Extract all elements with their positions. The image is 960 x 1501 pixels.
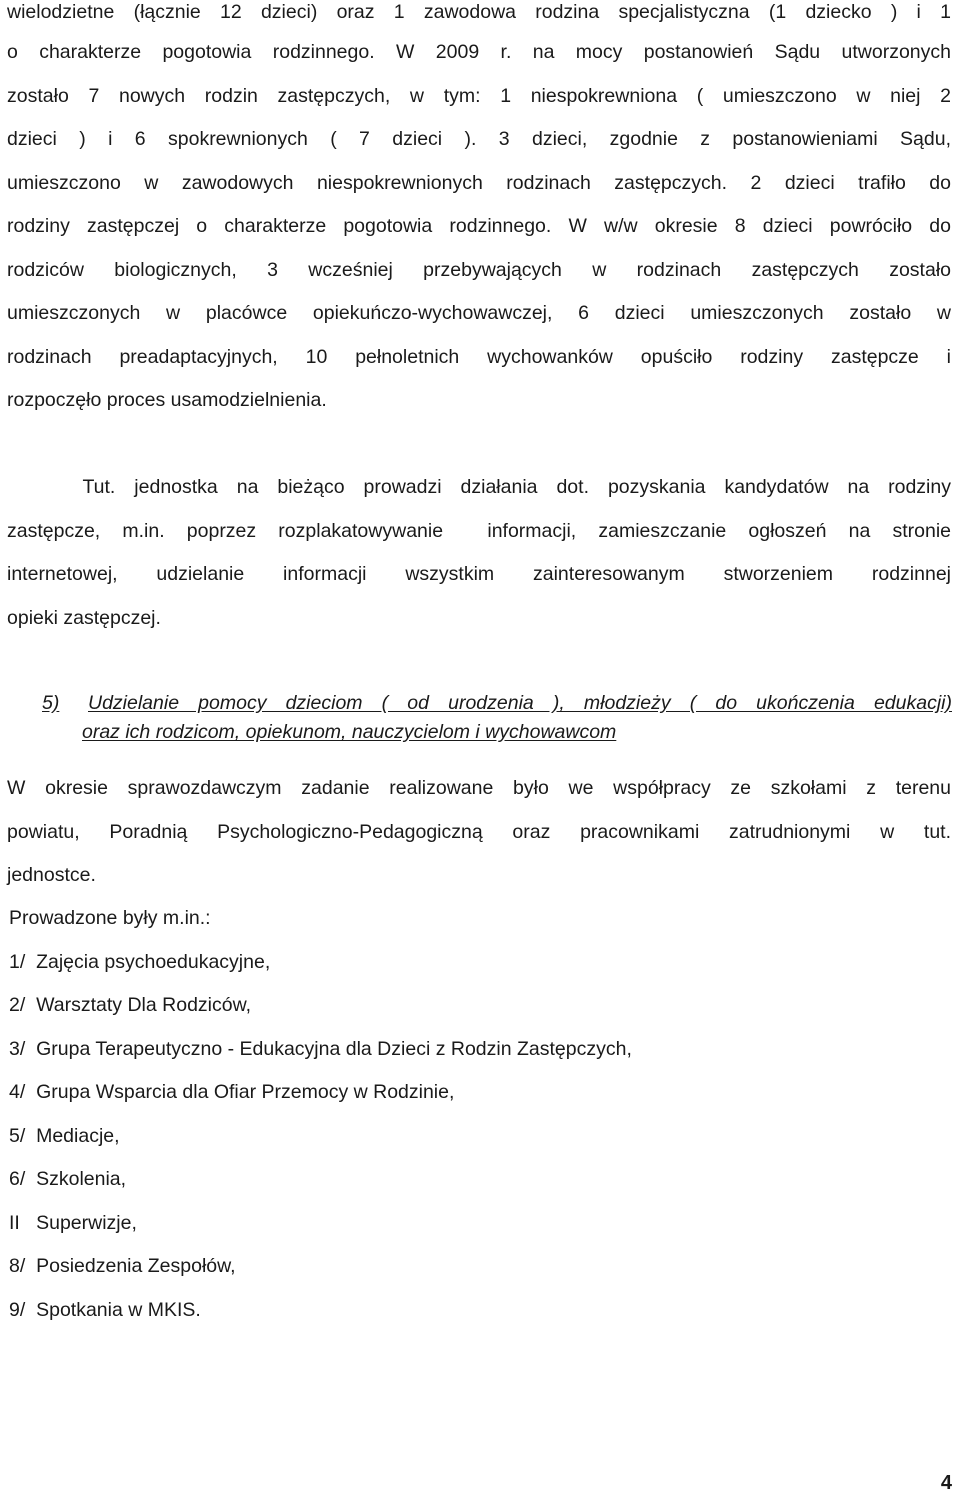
paragraph-line: o charakterze pogotowia rodzinnego. W 2009 r. na mocy postanowień Sądu utworzonych — [7, 41, 951, 63]
list-item: 3/ Grupa Terapeutyczno - Edukacyjna dla Dzieci z Rodzin Zastępczych, — [9, 1038, 632, 1060]
paragraph-line: rodziców biologicznych, 3 wcześniej przebywających w rodzinach zastępczych zostało — [7, 259, 951, 281]
paragraph-line: zostało 7 nowych rodzin zastępczych, w tym: 1 niespokrewniona ( umieszczono w niej 2 — [7, 85, 951, 107]
list-item: 4/ Grupa Wsparcia dla Ofiar Przemocy w Rodzinie, — [9, 1081, 455, 1103]
list-item: 8/ Posiedzenia Zespołów, — [9, 1255, 236, 1277]
paragraph-line: rodziny zastępczej o charakterze pogotowia rodzinnego. W w/w okresie 8 dzieci powróciło do — [7, 215, 951, 237]
paragraph-line: Tut. jednostka na bieżąco prowadzi działania dot. pozyskania kandydatów na rodziny — [7, 476, 951, 498]
paragraph-line: W okresie sprawozdawczym zadanie realizowane było we współpracy ze szkołami z terenu — [7, 777, 951, 799]
section-number: 5) — [42, 692, 60, 714]
section-heading-line: Udzielanie pomocy dzieciom ( od urodzenia ), młodzieży ( do ukończenia edukacji) — [88, 692, 952, 714]
list-item: II Superwizje, — [9, 1212, 137, 1234]
list-item: 6/ Szkolenia, — [9, 1168, 127, 1190]
section-heading-line: oraz ich rodzicom, opiekunom, nauczycielom i wychowawcom — [82, 721, 617, 743]
list-item: 9/ Spotkania w MKIS. — [9, 1299, 201, 1321]
paragraph-line: opieki zastępczej. — [7, 607, 161, 629]
list-item: 2/ Warsztaty Dla Rodziców, — [9, 994, 252, 1016]
paragraph-line: umieszczono w zawodowych niespokrewnionych rodzinach zastępczych. 2 dzieci trafiło do — [7, 172, 951, 194]
paragraph-line: jednostce. — [7, 864, 96, 886]
paragraph-line: rozpoczęło proces usamodzielnienia. — [7, 389, 327, 411]
paragraph-line: powiatu, Poradnią Psychologiczno-Pedagogiczną oraz pracownikami zatrudnionymi w tut. — [7, 821, 951, 843]
paragraph-line: umieszczonych w placówce opiekuńczo-wychowawczej, 6 dzieci umieszczonych zostało w — [7, 302, 951, 324]
list-item: 1/ Zajęcia psychoedukacyjne, — [9, 951, 271, 973]
list-item: 5/ Mediacje, — [9, 1125, 120, 1147]
paragraph-line: internetowej, udzielanie informacji wszystkim zainteresowanym stworzeniem rodzinnej — [7, 563, 951, 585]
page-number: 4 — [940, 1472, 952, 1494]
list-intro: Prowadzone były m.in.: — [9, 907, 211, 929]
paragraph-line: rodzinach preadaptacyjnych, 10 pełnoletnich wychowanków opuściło rodziny zastępcze i — [7, 346, 951, 368]
paragraph-line: dzieci ) i 6 spokrewnionych ( 7 dzieci ). 3 dzieci, zgodnie z postanowieniami Sądu, — [7, 128, 951, 150]
paragraph-line: zastępcze, m.in. poprzez rozplakatowywanie informacji, zamieszczanie ogłoszeń na stronie — [7, 520, 951, 542]
paragraph-line: wielodzietne (łącznie 12 dzieci) oraz 1 zawodowa rodzina specjalistyczna (1 dziecko ) i 1 — [7, 1, 951, 23]
